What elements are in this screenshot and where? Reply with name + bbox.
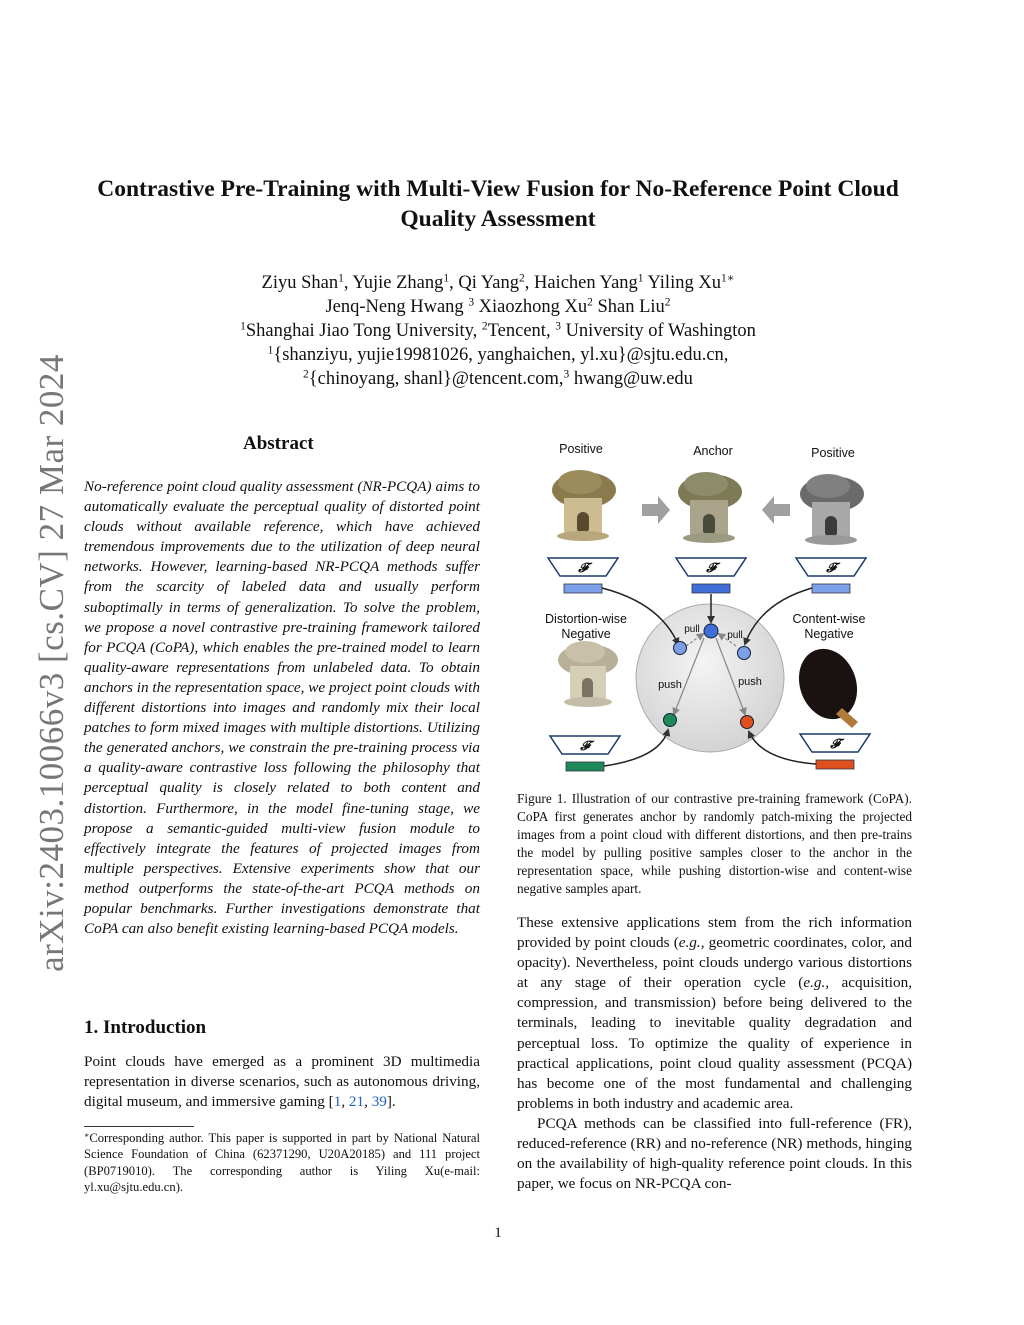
framework-diagram bbox=[540, 438, 885, 778]
pull-label-right: pull bbox=[727, 630, 743, 641]
arxiv-identifier: arXiv:2403.10066v3 [cs.CV] 27 Mar 2024 bbox=[32, 354, 71, 972]
feature-content-negative bbox=[816, 760, 854, 769]
footnote: ∗Corresponding author. This paper is supported in part by National Natural Science Foundation of China (62371290, U20A20185) and 111 project (BP0719010). The corresponding author is Yiling Xu(e-mail: yl.xu@sjtu.edu.cn). bbox=[84, 1130, 480, 1195]
arrow-left-icon bbox=[762, 496, 790, 524]
paragraph: PCQA methods can be classified into full-reference (FR), reduced-reference (RR) and no-reference (NR) methods, hinging on the availability of high-quality reference point clouds. In this paper, we focus on NR-PCQA con- bbox=[517, 1114, 912, 1193]
positive-point-right bbox=[738, 647, 751, 660]
house-distortion-negative-image bbox=[558, 641, 618, 707]
anchor-point bbox=[704, 624, 718, 638]
author-line-2: Jenq-Neng Hwang $^3$ Xiaozhong Xu$^2$ Shan Liu$^2$ bbox=[325, 296, 671, 317]
abstract-text: No-reference point cloud quality assessment (NR-PCQA) aims to automatically evaluate the perceptual quality of distorted point clouds without available reference, which have achieved tremendous improvements due to the utilization of deep neural networks. However, learning-based NR-PCQA methods suffer from the scarcity of labeled data and usually perform suboptimally in terms of generalization. To solve the problem, we propose a novel contrastive pre-training framework tailored for PCQA (CoPA), which enables the pre-trained model to learn quality-aware representations from unlabeled data. To obtain anchors in the representation space, we project point clouds with different distortions into images and randomly mix their local patches to form mixed images with multiple distortions. Utilizing the generated anchors, we constrain the pre-training process via a quality-aware contrastive loss following the philosophy that perceptual quality is closely related to both content and distortion. Furthermore, in the model fine-tuning stage, we propose a semantic-guided multi-view fusion module to effectively integrate the features of projected images from multiple perspectives. Extensive experiments show that our method outperforms the state-of-the-art PCQA methods on popular benchmarks. Further investigations demonstrate that CoPA can also benefit existing learning-based PCQA models. bbox=[84, 478, 480, 938]
page-number: 1 bbox=[494, 1225, 502, 1241]
encoder-symbol-label: 𝓕 bbox=[580, 738, 590, 753]
right-column-text bbox=[517, 913, 912, 1194]
introduction-paragraph: Point clouds have emerged as a prominent 3D multimedia representation in diverse scenarios, such as autonomous driving, digital museum, and immersive gaming [1, 21, 39]. bbox=[84, 1053, 480, 1111]
label-distortion-negative: Distortion-wise Negative bbox=[545, 612, 627, 641]
pull-label-left: pull bbox=[684, 624, 700, 635]
title-line-1: Contrastive Pre-Training with Multi-View Fusion for No-Reference Point Cloud bbox=[97, 176, 899, 202]
encoder-symbol-label: 𝓕 bbox=[578, 560, 588, 575]
label-positive-left: Positive bbox=[559, 442, 603, 456]
push-label-left: push bbox=[658, 679, 682, 691]
title-line-2: Quality Assessment bbox=[400, 206, 596, 232]
paragraph: These extensive applications stem from the rich information provided by point clouds (e.g., geometric coordinates, color, and opacity). Nevertheless, point clouds undergo various distortions at any stage of their operation cycle (e.g., acquisition, compression, and transmission) before being delivered to the terminals, leading to inevitable quality degradation and perceptual loss. To optimize the quality of experience in practical applications, point cloud quality assessment (PCQA) has become one of the most fundamental and challenging problems in both industry and academic area. bbox=[517, 914, 912, 1112]
author-line-1: Ziyu Shan$^1$, Yujie Zhang$^1$, Qi Yang$^2$, Haichen Yang$^1$ Yiling $Xu^{1∗}$ bbox=[261, 272, 735, 293]
content-negative-point bbox=[741, 716, 754, 729]
abstract-heading: Abstract bbox=[243, 433, 314, 454]
encoder-symbol-label: 𝓕 bbox=[706, 560, 716, 575]
paper-title bbox=[60, 174, 936, 234]
introduction-heading: 1. Introduction bbox=[84, 1017, 207, 1038]
label-anchor: Anchor bbox=[693, 444, 733, 458]
author-block bbox=[170, 271, 826, 391]
feature-anchor bbox=[692, 584, 730, 593]
footnote-divider bbox=[84, 1126, 194, 1127]
figure-1 bbox=[540, 438, 885, 778]
feature-distortion-negative bbox=[566, 762, 604, 771]
push-label-right: push bbox=[738, 676, 762, 688]
affiliations: $^1$Shanghai Jiao Tong University, $^2$Tencent, $^3$ University of Washington bbox=[240, 320, 756, 341]
figure-caption: Figure 1. Illustration of our contrastive pre-training framework (CoPA). CoPA first generates anchor by randomly patch-mixing the projected images from a point cloud with different distortions, and then pre-trains the model by pulling positive samples closer to the anchor in the representation space, while pushing distortion-wise and content-wise negative samples apart. bbox=[517, 791, 912, 896]
citation-link[interactable]: 39 bbox=[371, 1093, 387, 1111]
arrow-right-icon bbox=[642, 496, 670, 524]
email-line-2: $^2${chinoyang, shanl}@tencent.com,$^3$ hwang@uw.edu bbox=[303, 368, 693, 389]
racket-content-negative-image bbox=[789, 641, 866, 728]
citation-link[interactable]: 21 bbox=[348, 1093, 365, 1111]
positive-point-left bbox=[674, 642, 687, 655]
encoder-symbol-label: 𝓕 bbox=[830, 736, 840, 751]
feature-positive-right bbox=[812, 584, 850, 593]
email-line-1: $^1${shanziyu, yujie19981026, yanghaichen, yl.xu}@sjtu.edu.cn, bbox=[267, 344, 729, 365]
distortion-negative-point bbox=[664, 714, 677, 727]
house-positive-right-image bbox=[800, 474, 864, 545]
house-anchor-image bbox=[678, 472, 742, 543]
label-positive-right: Positive bbox=[811, 446, 855, 460]
feature-positive-left bbox=[564, 584, 602, 593]
encoder-symbol-label: 𝓕 bbox=[826, 560, 836, 575]
house-positive-left-image bbox=[552, 470, 616, 541]
label-content-negative: Content-wise Negative bbox=[792, 612, 866, 641]
citation-link[interactable]: 1 bbox=[333, 1093, 342, 1111]
